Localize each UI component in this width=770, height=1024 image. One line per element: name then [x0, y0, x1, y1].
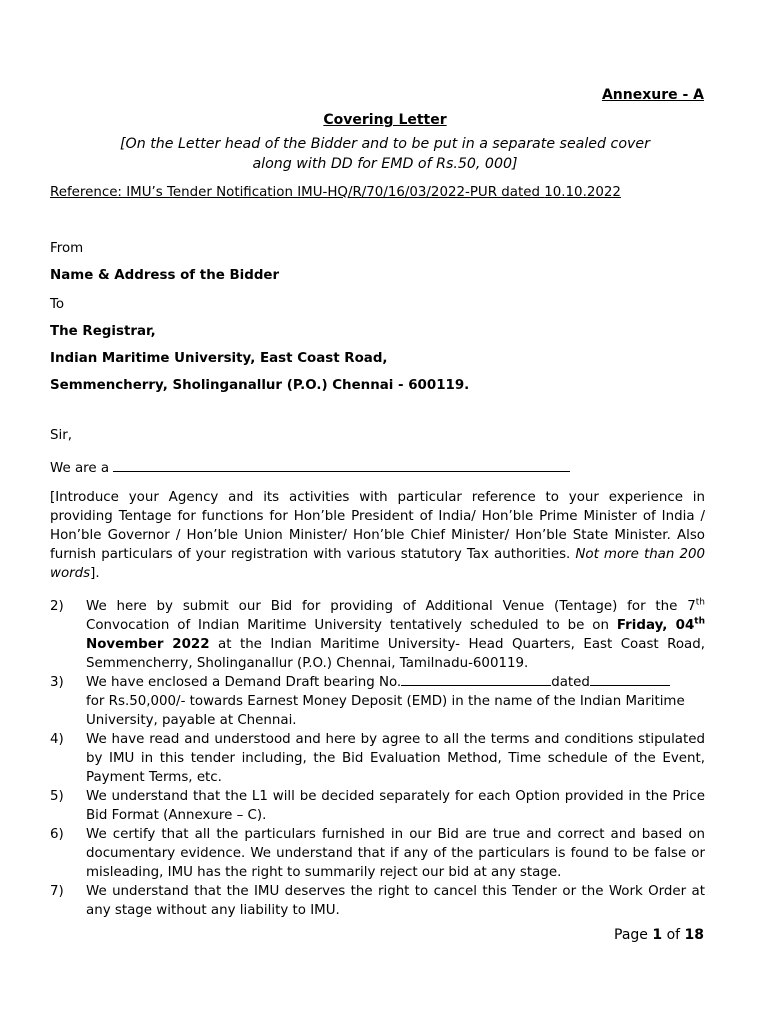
bidder-placeholder: Name & Address of the Bidder: [50, 268, 280, 283]
superscript: th: [694, 616, 705, 627]
addressee-line-1: The Registrar,: [50, 324, 156, 339]
item-text: We understand that the IMU deserves the right to cancel this Tender or the Work Order at any stage without any liability to IMU.: [86, 884, 705, 918]
intro-end: ].: [90, 566, 100, 581]
of-label: of: [666, 927, 681, 943]
list-item: [50, 597, 705, 673]
agency-blank-line: [113, 459, 570, 472]
intro-word-limit: Not more than 200 words: [50, 547, 706, 581]
event-date: November 2022: [86, 637, 210, 652]
list-item: [50, 787, 705, 825]
we-are-line: [50, 459, 570, 476]
item-number: 2): [50, 599, 64, 614]
to-label: To: [50, 297, 65, 312]
item-text: We certify that all the particulars furnished in our Bid are true and correct and based on documentary evidence. We understand that if any of the particulars is found to be false or misleading, IMU has the right to summarily reject our bid at any stage.: [86, 827, 705, 880]
from-label: From: [50, 241, 84, 256]
page-footer: [614, 927, 704, 943]
item-text: We here by submit our Bid for providing of Additional Venue (Tentage) for the 7: [86, 599, 696, 614]
item-text: We have enclosed a Demand Draft bearing No.: [86, 675, 402, 690]
salutation: Sir,: [50, 428, 72, 443]
item-number: 7): [50, 884, 64, 899]
item-number: 5): [50, 789, 64, 804]
intro-paragraph: [50, 488, 705, 583]
page-total: 18: [684, 927, 704, 943]
item-text: for Rs.50,000/- towards Earnest Money Deposit (EMD) in the name of the Indian Maritime University, payable at Chennai.: [86, 694, 685, 728]
list-item: [50, 825, 705, 882]
list-item: [50, 730, 705, 787]
we-are-text: We are a: [50, 461, 110, 476]
item-text: Convocation of Indian Maritime University tentatively scheduled to be on: [86, 618, 617, 633]
item-number: 6): [50, 827, 64, 842]
letter-title: Covering Letter: [323, 112, 447, 128]
addressee-line-2: Indian Maritime University, East Coast Road,: [50, 351, 388, 366]
subtitle-line-2: along with DD for EMD of Rs.50, 000]: [252, 156, 518, 172]
superscript: th: [695, 597, 705, 608]
annexure-label: Annexure - A: [601, 87, 704, 103]
item-text: dated: [551, 675, 590, 690]
page-number: 1: [652, 927, 663, 943]
addressee-line-3: Semmencherry, Sholinganallur (P.O.) Chennai - 600119.: [50, 378, 470, 393]
reference-date: 10.10.2022: [544, 185, 621, 200]
dd-date-blank: [590, 673, 670, 686]
item-text: We understand that the L1 will be decided separately for each Option provided in the Price Bid Format (Annexure – C).: [86, 789, 705, 823]
item-number: 3): [50, 675, 64, 690]
list-item: [50, 673, 705, 730]
dd-number-blank: [401, 673, 551, 686]
item-text: We have read and understood and here by agree to all the terms and conditions stipulated by IMU in this tender including, the Bid Evaluation Method, Time schedule of the Event, Payment Terms, etc.: [86, 732, 705, 785]
reference-text: Reference: IMU’s Tender Notification IMU-HQ/R/70/16/03/2022-PUR dated: [50, 185, 545, 200]
list-item: [50, 882, 705, 920]
item-text: at the Indian Maritime University- Head Quarters, East Coast Road, Semmencherry, Sholinganallur (P.O.) Chennai, Tamilnadu-600119.: [86, 637, 705, 671]
intro-text: [Introduce your Agency and its activities with particular reference to your experience in providing Tentage for functions for Hon’ble President of India/ Hon’ble Prime Minister of India / Hon’ble Governor / Hon’ble Union Minister/ Hon’ble Chief Minister/ Hon’ble State Minister. Also furnish particulars of your registration with various statutory Tax authorities.: [50, 490, 705, 562]
page-label: Page: [614, 927, 648, 943]
reference-line: [50, 185, 621, 200]
declaration-list: [50, 597, 705, 920]
event-date: Friday, 04: [616, 618, 695, 633]
subtitle-line-1: [On the Letter head of the Bidder and to be put in a separate sealed cover: [120, 136, 650, 152]
item-number: 4): [50, 732, 64, 747]
